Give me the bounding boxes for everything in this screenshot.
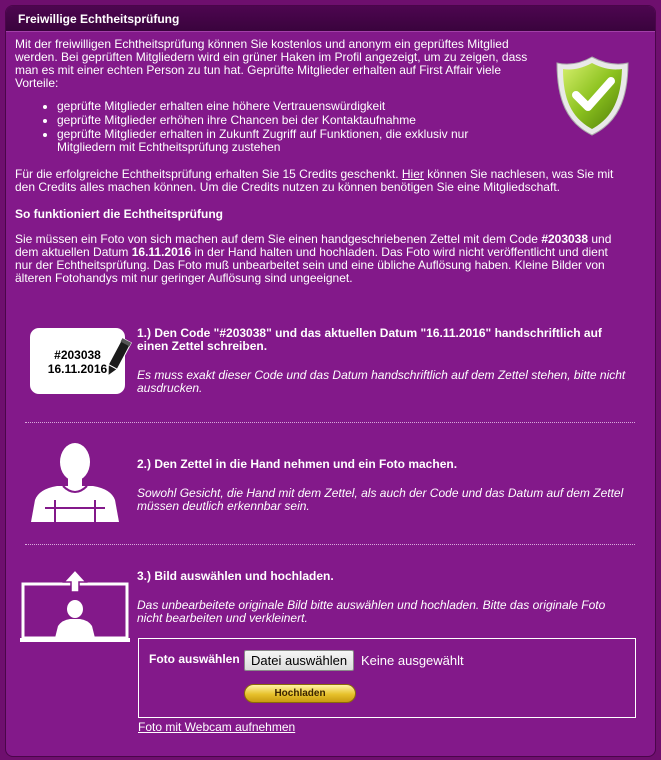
credits-text: [15, 168, 620, 194]
list-item: • geprüfte Mitglieder erhalten eine höhere Vertrauenswürdigkeit: [57, 100, 525, 113]
step-2-title: 2.) Den Zettel in die Hand nehmen und ein Foto machen.: [137, 457, 458, 471]
pencil-icon: [102, 336, 132, 382]
note-card-date: 16.11.2016: [47, 362, 108, 376]
choose-file-button[interactable]: Datei auswählen: [244, 650, 354, 671]
how-it-works-text: [15, 233, 625, 285]
upload-button[interactable]: Hochladen: [244, 684, 356, 703]
step-1-title: 1.) Den Code "#203038" und das aktuellen Datum "16.11.2016" handschriftlich auf einen Zettel schreiben.: [137, 326, 602, 353]
verification-date: 16.11.2016: [131, 245, 192, 259]
upload-monitor-icon: [20, 570, 130, 644]
upload-form: [138, 638, 636, 718]
step-3-title: 3.) Bild auswählen und hochladen.: [137, 569, 334, 583]
step-2: [20, 438, 635, 528]
credits-text-after: können Sie nachlesen, was Sie mit den Credits alles machen können. Um die Credits nutzen zu können benötigen Sie eine Mitgliedschaft.: [15, 167, 614, 194]
how-text-2: und dem aktuellen Datum: [15, 232, 612, 259]
benefits-list: [15, 100, 525, 154]
how-text-1: Sie müssen ein Foto von sich machen auf dem Sie einen handgeschriebenen Zettel mit dem Code: [15, 232, 542, 246]
divider: [25, 422, 635, 423]
how-it-works-title: So funktioniert die Echtheitsprüfung: [15, 207, 223, 221]
step-3: [20, 560, 635, 640]
upload-label: Foto auswählen: [149, 652, 240, 666]
step-2-desc: Sowohl Gesicht, die Hand mit dem Zettel, als auch der Code und das Datum auf dem Zettel müssen deutlich erkennbar sein.: [137, 486, 624, 513]
credits-text-before: Für die erfolgreiche Echtheitsprüfung erhalten Sie 15 Credits geschenkt.: [15, 167, 402, 181]
list-item: • geprüfte Mitglieder erhöhen ihre Chancen bei der Kontaktaufnahme: [57, 114, 525, 127]
credits-info-link[interactable]: Hier: [401, 167, 424, 181]
step-3-text: [137, 570, 627, 625]
step-2-text: [137, 458, 627, 513]
intro-text: Mit der freiwilligen Echtheitsprüfung können Sie kostenlos und anonym ein geprüftes Mitglied werden. Bei geprüften Mitgliedern wird ein grüner Haken im Profil angezeigt, um zu zeigen, dass man es mit einer echten Person zu tun hat. Geprüfte Mitglieder erhalten auf First Affair viele Vorteile:: [15, 37, 528, 90]
step-3-desc: Das unbearbeitete originale Bild bitte auswählen und hochladen. Bitte das originale Foto nicht bearbeiten und verkleinert.: [137, 598, 606, 625]
content: [15, 38, 635, 285]
how-text-3: in der Hand halten und hochladen. Das Foto wird nicht veröffentlicht und dient nur der Echtheitsprüfung. Das Foto muß unbearbeitet sein und eine übliche Auflösung haben. Kleine Bilder von älteren Fotohandys mit nur geringer Auflösung sind ungeeignet.: [15, 245, 608, 285]
person-icon: [25, 438, 125, 524]
step-1: [20, 322, 635, 412]
webcam-link[interactable]: Foto mit Webcam aufnehmen: [138, 720, 296, 734]
divider: [25, 544, 635, 545]
list-item: • geprüfte Mitglieder erhalten in Zukunft Zugriff auf Funktionen, die exklusiv nur Mitgliedern mit Echtheitsprüfung zustehen: [57, 128, 525, 154]
step-1-desc: Es muss exakt dieser Code und das Datum handschriftlich auf dem Zettel stehen, bitte nicht ausdrucken.: [137, 368, 626, 395]
step-1-text: [137, 327, 627, 395]
panel-title: Freiwillige Echtheitsprüfung: [6, 6, 655, 32]
verification-code: #203038: [541, 232, 589, 246]
file-status: Keine ausgewählt: [361, 653, 464, 668]
note-card-code: #203038: [54, 348, 101, 362]
